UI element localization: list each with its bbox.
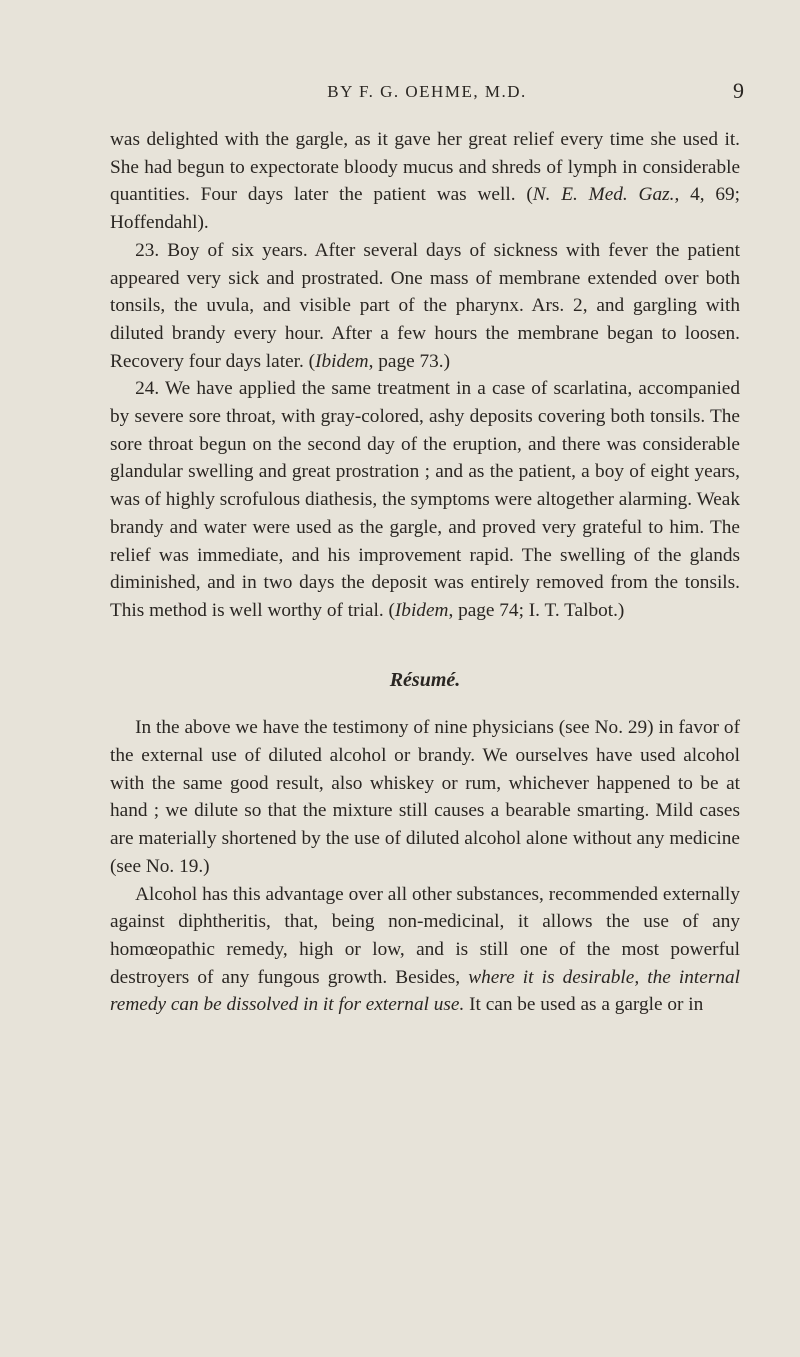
- text-run: , 4, 69; Hoffendahl).: [110, 184, 740, 234]
- page-header: [110, 78, 744, 112]
- citation-italic: Ibidem: [315, 350, 369, 372]
- text-run: , page 73.): [368, 350, 450, 372]
- paragraph-case-24: [110, 375, 740, 624]
- page-number: 9: [733, 78, 744, 103]
- running-head: BY F. G. OEHME, M.D.: [327, 82, 527, 101]
- text-run: It can be used as a gargle or in: [464, 994, 704, 1016]
- text-run: , page 74; I. T. Talbot.): [448, 599, 625, 621]
- text-run: 23. Boy of six years. After several days of sickness with fever the patient appeared very sick and prostrated. One mass of membrane extended over both tonsils, the uvula, and visible part of the pharynx. Ars. 2, and gargling with diluted brandy every hour. After a few hours the membrane began to loosen. Recovery four days later. (: [110, 239, 740, 372]
- paragraph-resume-2: [110, 881, 740, 1020]
- citation-italic: N. E. Med. Gaz.: [532, 184, 675, 206]
- page-body: [110, 126, 740, 1019]
- text-run: Alcohol has this advantage over all other substances, recommended externally against diphtheritis, that, being non-medicinal, it allows the use of any homœopathic remedy, high or low, and is still one of the most powerful destroyers of any fungous growth. Besides,: [110, 883, 740, 988]
- citation-italic: Ibidem: [394, 599, 449, 621]
- text-run: was delighted with the gargle, as it gave her great relief every time she used it. She had begun to expectorate bloody mucus and shreds of lymph in considerable quantities. Four days later the patient was well. (: [110, 129, 740, 206]
- text-run: 24. We have applied the same treatment in a case of scarlatina, accompanied by severe sore throat, with gray-colored, ashy deposits covering both tonsils. The sore throat begun on the second day of the eruption, and there was considerable glandular swelling and great prostration ; and as the patient, a boy of eight years, was of highly scrofulous diathesis, the symptoms were altogether alarming. Weak brandy and water were used as the gargle, and proved very grateful to him. The relief was immediate, and his improvement rapid. The swelling of the glands diminished, and in two days the deposit was entirely removed from the tonsils. This method is well worthy of trial. (: [110, 378, 740, 621]
- text-run: In the above we have the testimony of nine physicians (see No. 29) in favor of the external use of diluted alcohol or brandy. We ourselves have used alcohol with the same good result, also whiskey or rum, whichever happened to be at hand ; we dilute so that the mixture still causes a bearable smarting. Mild cases are materially shortened by the use of diluted alcohol alone without any medicine (see No. 19.): [110, 717, 740, 877]
- paragraph-resume-1: [110, 714, 740, 880]
- paragraph-case-23: [110, 237, 740, 376]
- paragraph-continuation: [110, 126, 740, 237]
- section-heading-resume: Résumé.: [389, 668, 461, 691]
- emphasis-italic: where it is desirable, the internal remedy can be dissolved in it for external use.: [110, 966, 740, 1016]
